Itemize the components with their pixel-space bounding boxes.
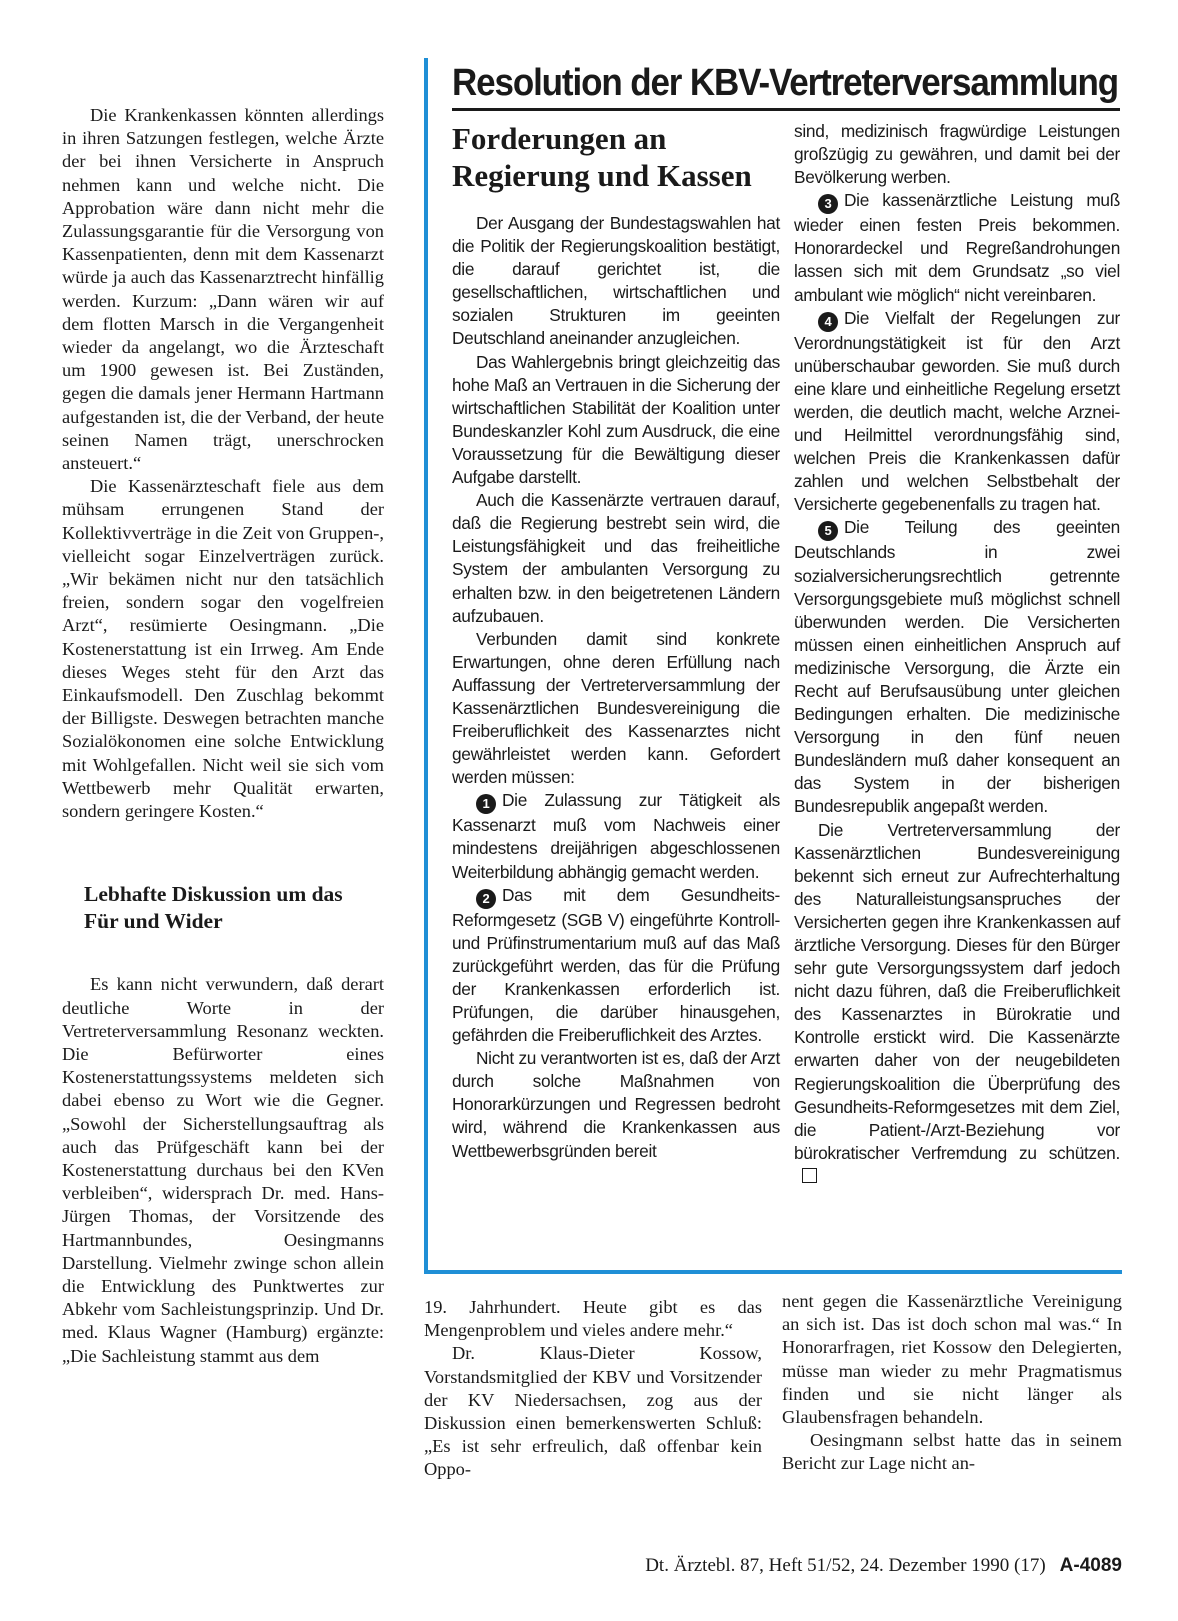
box-title-rule <box>452 108 1120 111</box>
box-item-4 <box>794 307 1120 517</box>
left-column <box>62 104 384 1368</box>
box-item-5 <box>794 516 1120 818</box>
bottom-middle-paragraph-1: 19. Jahrhundert. Heute gibt es das Mengenproblem und vieles andere mehr.“ <box>424 1297 762 1341</box>
box-item-1 <box>452 789 780 883</box>
box-column-2 <box>794 120 1120 1188</box>
box-paragraph-1: Der Ausgang der Bundestagswahlen hat die Politik der Regierungskoalition bestätigt, die darauf gerichtet ist, die gesellschaftlichen, wirtschaftlichen und sozialen Strukturen im geeinten Deutschland aneinander anzugleichen. <box>452 213 780 349</box>
page-number: A-4089 <box>1059 1555 1122 1576</box>
box-item-2-text: Das mit dem Gesundheits-Reformgesetz (SGB V) eingeführte Kontroll- und Prüfinstrumentarium muß auf das Maß zurückgeführt werden, das für die Prüfung der Krankenkassen erforderlich ist. Prüfungen, die darüber hinausgehen, gefährden die Freiberuflichkeit des Arztes. <box>452 884 780 1046</box>
page-footer <box>424 1554 1122 1578</box>
box-paragraph-5: Nicht zu verantworten ist es, daß der Arzt durch solche Maßnahmen von Honorarkürzungen und Regressen bedroht wird, während die Krankenkassen aus Wettbewerbsgründen bereit <box>452 1048 780 1161</box>
box-item-1-text: Die Zulassung zur Tätigkeit als Kassenarzt muß vom Nachweis einer mindestens dreijährigen abgeschlossenen Weiterbildung abhängig gemacht werden. <box>452 790 780 882</box>
box-column-1 <box>452 212 780 1163</box>
box-item-4-text: Die Vielfalt der Regelungen zur Verordnungstätigkeit ist für den Arzt unüberschaubar geworden. Sie muß durch eine klare und einheitliche Regelung ersetzt werden, die deutlich macht, welche Arznei- und Heilmittel verordnungsfähig sind, welchen Preis die Krankenkassen dafür zahlen und welchen Selbstbehalt der Versicherte gegebenenfalls zu tragen hat. <box>794 307 1120 515</box>
box-item-5-text: Die Teilung des geeinten Deutschlands in zwei sozialversicherungsrechtlich getrennte Versorgungsgebiete muß möglichst schnell überwunden werden. Die Versicherten müssen einen einheitlichen Anspruch auf medizinische Versorgung, die Ärzte ein Recht auf Berufsausübung unter gleichen Bedingungen erhalten. Die medizinische Versorgung in den fünf neuen Bundesländern muß daher konsequent an das System in der bisherigen Bundesrepublik angepaßt werden. <box>794 517 1120 817</box>
number-1-icon: 1 <box>476 794 496 814</box>
left-paragraph-2: Die Kassenärzteschaft fiele aus dem mühsam errungenen Stand der Kollektivverträge in die Zeit von Gruppen-, vielleicht sogar Einzelverträgen zurück. „Wir bekämen nicht nur den tatsächlich freien, sondern sogar den vogelfreien Arzt“, resümierte Oesingmann. „Die Kostenerstattung ist ein Irrweg. Am Ende dieses Weges steht für den Arzt das Einkaufsmodell. Den Zuschlag bekommt der Billigste. Deswegen betrachten manche Sozialökonomen eine solche Entwicklung mit Wohlgefallen. Nicht weil sie sich vom Wettbewerb mehr Qualität erwarten, sondern geringere Kosten.“ <box>62 476 384 822</box>
left-paragraph-1: Die Krankenkassen könnten allerdings in ihren Satzungen festlegen, welche Ärzte der bei ihnen Versicherte in Anspruch nehmen kann und welche nicht. Die Approbation wäre dann nicht mehr die Zulassungsgarantie für die Versorgung von Kassenpatienten, denn mit dem Kassenarzt würde ja auch das Kassenarztrecht hinfällig werden. Kurzum: „Dann wären wir auf dem flotten Marsch in die Vergangenheit wieder da angelangt, wo die Ärzteschaft um 1900 gewesen ist. Bei Zuständen, gegen die damals jener Hermann Hartmann aufgestanden ist, die der Verband, der heute seinen Namen trägt, unerschrocken ansteuert.“ <box>62 105 384 474</box>
box-paragraph-6-text: Die Vertreterversammlung der Kassenärztlichen Bundesvereinigung bekennt sich erneut zur Aufrechterhaltung des Naturalleistungsanspruches der Versicherten gegen ihre Krankenkassen auf ärztliche Versorgung. Dieses für den Bürger sehr gute Versorgungssystem darf jedoch nicht dazu führen, daß die Freiberuflichkeit des Kassenarztes in Bürokratie und Kontrolle erstickt wird. Die Kassenärzte erwarten daher von der neugebildeten Regierungskoalition die Überprüfung des Gesundheits-Reformgesetzes mit dem Ziel, die Patient-/Arzt-Beziehung vor bürokratischer Verfremdung zu schützen. <box>794 819 1120 1163</box>
box-paragraph-continued: sind, medizinisch fragwürdige Leistungen großzügig zu gewähren, und damit bei der Bevölkerung werben. <box>794 121 1120 188</box>
box-item-3 <box>794 189 1120 306</box>
box-bottom-rule <box>424 1270 1122 1274</box>
end-mark-icon <box>802 1168 817 1183</box>
footer-citation: Dt. Ärztebl. 87, Heft 51/52, 24. Dezember 1990 (17) <box>645 1555 1046 1576</box>
number-2-icon: 2 <box>476 889 496 909</box>
number-4-icon: 4 <box>818 312 838 332</box>
number-5-icon: 5 <box>818 521 838 541</box>
box-headline: Forderungen an Regierung und Kassen <box>452 121 752 193</box>
box-paragraph-6 <box>794 819 1120 1189</box>
box-paragraph-2: Das Wahlergebnis bringt gleichzeitig das hohe Maß an Vertrauen in die Sicherung der wirtschaftlichen Stabilität der Koalition unter Bundeskanzler Kohl zum Ausdruck, die eine Voraussetzung für die Bewältigung dieser Aufgabe darstellt. <box>452 351 780 488</box>
box-item-3-text: Die kassenärztliche Leistung muß wieder einen festen Preis bekommen. Honorardeckel und Regreßandrohungen lassen sich mit dem Grundsatz „so viel ambulant wie möglich“ nicht vereinbaren. <box>794 190 1120 305</box>
box-paragraph-4: Verbunden damit sind konkrete Erwartungen, ohne deren Erfüllung nach Auffassung der Vertreterversammlung der Kassenärztlichen Bundesvereinigung die Freiberuflichkeit des Kassenarztes nicht gewährleistet werden kann. Gefordert werden müssen: <box>452 628 780 788</box>
left-paragraph-3: Es kann nicht verwundern, daß derart deutliche Worte in der Vertreterversammlung Resonanz weckten. Die Befürworter eines Kostenerstattungssystems meldeten sich dabei ebenso zu Wort wie die Gegner. „Sowohl der Sicherstellungsauftrag als auch das Prüfgeschäft kann bei der Kostenerstattung durchaus bei den KVen verbleiben“, widersprach Dr. med. Hans-Jürgen Thomas, der Vorsitzende des Hartmannbundes, Oesingmanns Darstellung. Vielmehr zwinge schon allein die Entwicklung des Punktwertes zur Abkehr vom Sachleistungsprinzip. Und Dr. med. Klaus Wagner (Hamburg) ergänzte: „Die Sachleistung stammt aus dem <box>62 974 384 1366</box>
bottom-middle-paragraph-2: Dr. Klaus-Dieter Kossow, Vorstandsmitglied der KBV und Vorsitzender der KV Niedersachsen, zog aus der Diskussion einen bemerkenswerten Schluß: „Es ist sehr erfreulich, daß offenbar kein Oppo- <box>424 1343 762 1480</box>
box-item-2 <box>452 884 780 1048</box>
left-subhead: Lebhafte Diskussion um das Für und Wider <box>84 882 343 934</box>
bottom-middle-column <box>424 1296 762 1482</box>
number-3-icon: 3 <box>818 194 838 214</box>
box-left-rule <box>424 58 428 1274</box>
bottom-right-column <box>782 1290 1122 1476</box>
box-paragraph-3: Auch die Kassenärzte vertrauen darauf, daß die Regierung bestrebt sein wird, die Leistungsfähigkeit und das freiheitliche System der ambulanten Versorgung zu erhalten bzw. in den beigetretenen Ländern aufzubauen. <box>452 490 780 626</box>
box-title: Resolution der KBV-Vertreterversammlung <box>452 62 1119 104</box>
bottom-right-paragraph-1: nent gegen die Kassenärztliche Vereinigung an sich ist. Das ist doch schon mal was.“ In Honorarfragen, riet Kossow den Delegierten, müsse man wieder zu mehr Pragmatismus finden und sie nicht länger als Glaubensfragen behandeln. <box>782 1291 1122 1428</box>
bottom-right-paragraph-2: Oesingmann selbst hatte das in seinem Bericht zur Lage nicht an- <box>782 1430 1122 1474</box>
